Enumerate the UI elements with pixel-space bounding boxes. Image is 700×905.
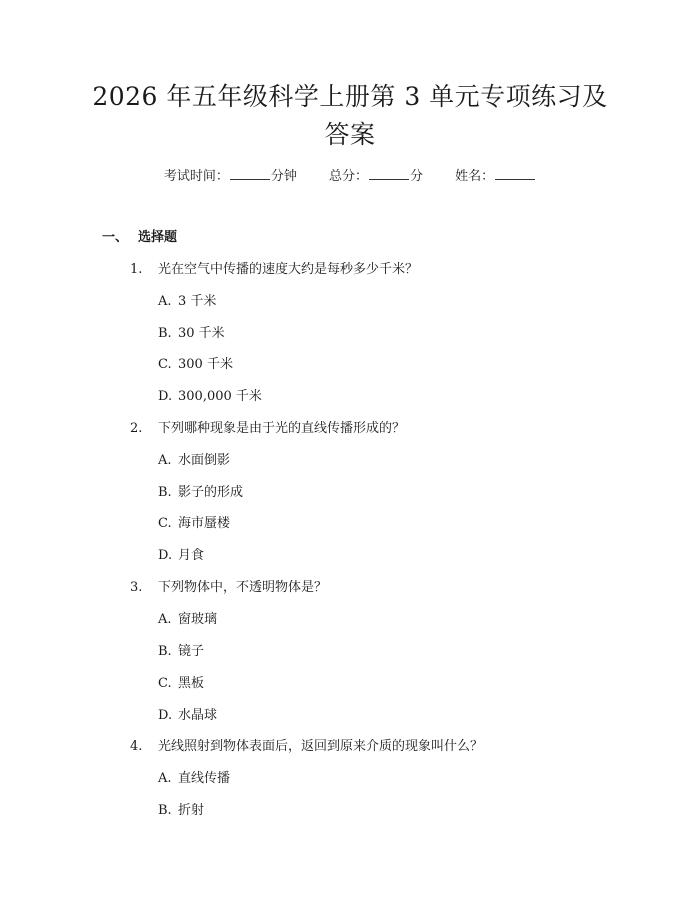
question-2-option-a [158, 451, 230, 471]
option-text: 水晶球 [178, 708, 218, 723]
option-letter: C. [158, 357, 172, 372]
option-text: 月食 [178, 548, 205, 563]
option-letter: A. [158, 612, 172, 627]
question-3-option-b [158, 642, 204, 662]
option-letter: D. [158, 389, 173, 404]
total-score-unit: 分 [410, 169, 424, 184]
question-1-option-b [158, 324, 225, 344]
option-letter: B. [158, 644, 172, 659]
total-score-label: 总分： [328, 169, 368, 184]
option-text: 影子的形成 [178, 485, 244, 500]
option-text: 直线传播 [178, 771, 231, 786]
section-number: 一、 [102, 230, 129, 245]
question-text: 光在空气中传播的速度大约是每秒多少千米？ [158, 262, 419, 277]
question-3-option-c [158, 674, 204, 694]
option-letter: C. [158, 676, 172, 691]
name-label: 姓名： [455, 169, 495, 184]
name-blank [495, 167, 535, 180]
option-letter: D. [158, 708, 173, 723]
question-1-option-a [158, 292, 216, 312]
option-letter: B. [158, 326, 172, 341]
question-3-option-d [158, 706, 217, 726]
option-text: 3 千米 [178, 294, 217, 309]
option-text: 30 千米 [178, 326, 225, 341]
exam-time-label: 考试时间： [163, 169, 229, 184]
option-letter: C. [158, 516, 172, 531]
question-number: 3. [130, 580, 143, 595]
title-line-2: 答案 [324, 120, 376, 149]
question-number: 2. [130, 421, 143, 436]
question-1-option-c [158, 355, 233, 375]
exam-time-field [164, 167, 297, 187]
option-text: 300 千米 [178, 357, 233, 372]
option-text: 镜子 [178, 644, 205, 659]
document-title [0, 78, 700, 154]
question-number: 1. [130, 262, 143, 277]
option-letter: A. [158, 453, 172, 468]
question-1-option-d [158, 387, 262, 407]
question-4-option-a [158, 769, 230, 789]
exam-time-unit: 分钟 [270, 169, 297, 184]
question-2-option-c [158, 514, 230, 534]
question-3-option-a [158, 610, 217, 630]
question-2 [130, 419, 405, 439]
total-score-field [329, 167, 423, 187]
question-text: 下列物体中，不透明物体是？ [158, 580, 328, 595]
question-2-option-d [158, 546, 204, 566]
question-number: 4. [130, 739, 143, 754]
total-score-blank [369, 167, 409, 180]
question-text: 光线照射到物体表面后，返回到原来介质的现象叫什么？ [158, 739, 484, 754]
option-letter: D. [158, 548, 173, 563]
question-1 [130, 260, 418, 280]
option-text: 折射 [178, 803, 205, 818]
option-text: 黑板 [178, 676, 205, 691]
option-letter: A. [158, 294, 172, 309]
section-title: 选择题 [138, 230, 178, 245]
exam-info-line [0, 167, 700, 187]
option-letter: B. [158, 803, 172, 818]
section-heading [102, 228, 177, 248]
question-3 [130, 578, 327, 598]
option-text: 300,000 千米 [178, 389, 262, 404]
option-letter: A. [158, 771, 172, 786]
question-4-option-b [158, 801, 204, 821]
exam-time-blank [230, 167, 270, 180]
name-field [455, 167, 536, 187]
question-2-option-b [158, 483, 243, 503]
question-text: 下列哪种现象是由于光的直线传播形成的？ [158, 421, 406, 436]
option-text: 窗玻璃 [178, 612, 218, 627]
question-4 [130, 737, 483, 757]
option-letter: B. [158, 485, 172, 500]
option-text: 海市蜃楼 [178, 516, 231, 531]
title-line-1: 2026 年五年级科学上册第 3 单元专项练习及 [92, 82, 608, 111]
option-text: 水面倒影 [178, 453, 231, 468]
